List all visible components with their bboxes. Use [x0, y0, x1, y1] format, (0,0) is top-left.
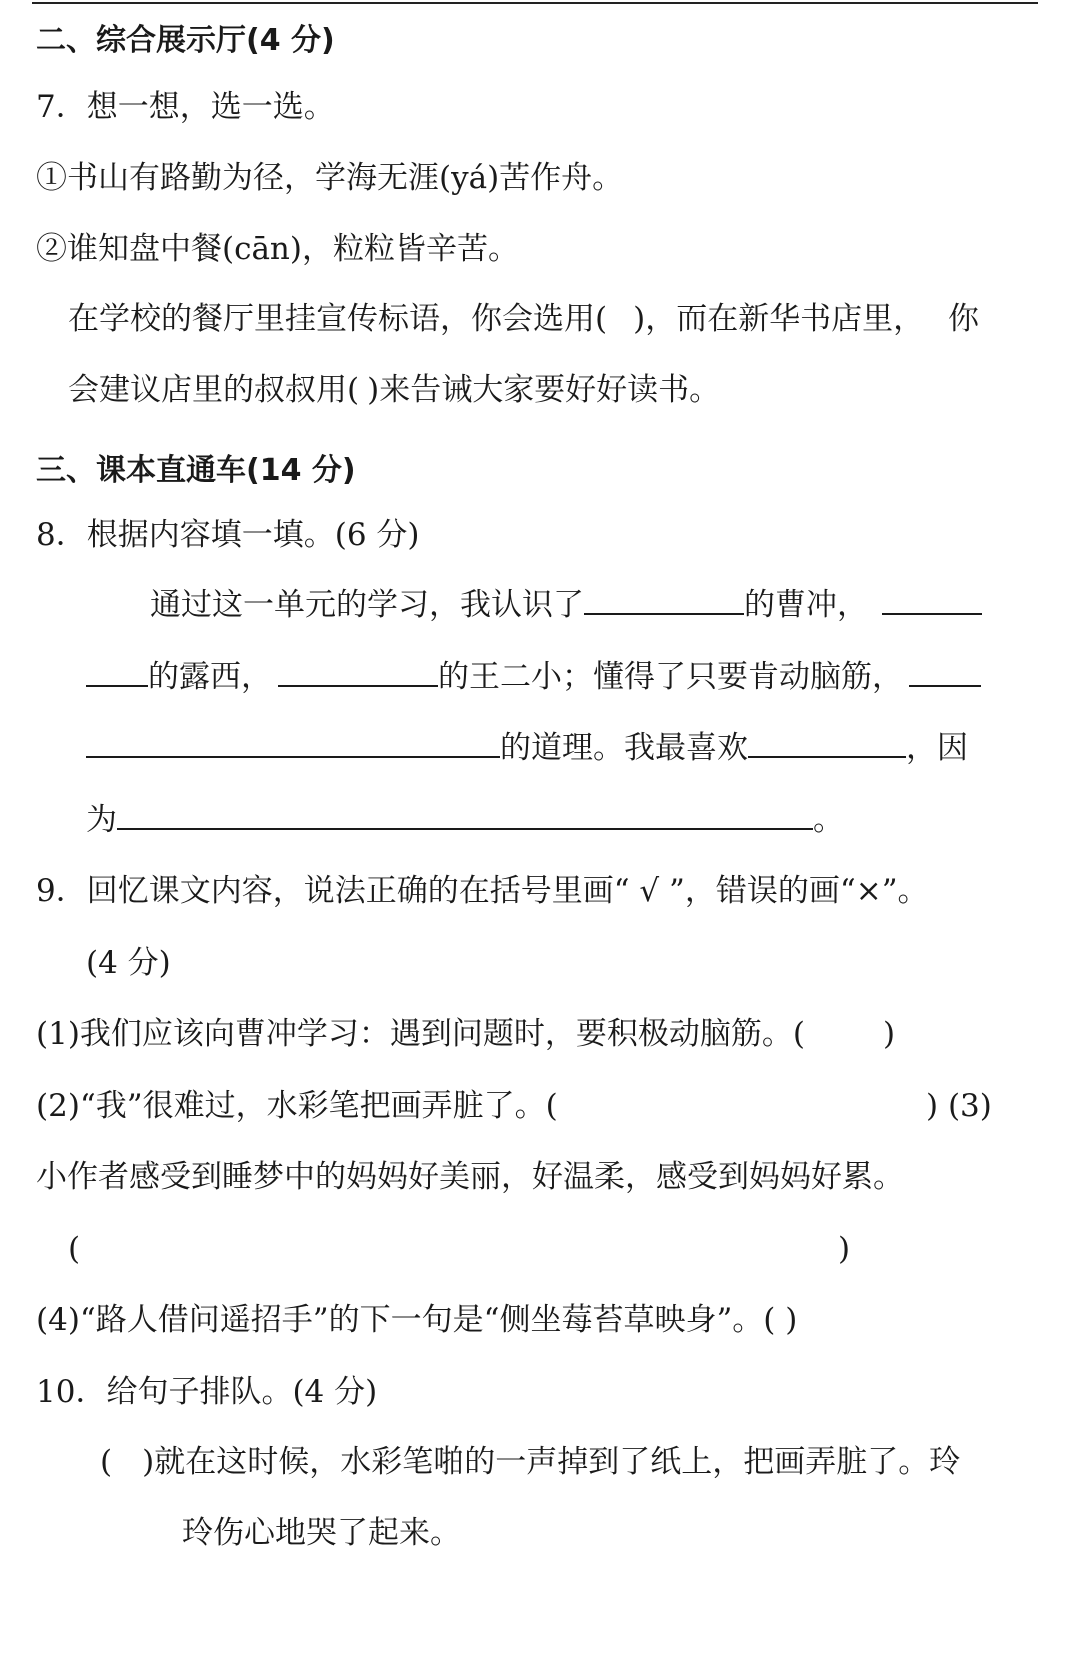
question-9-points: (4 分)	[86, 945, 171, 981]
question-8-text-4: 的王二小；懂得了只要肯动脑筋，	[438, 659, 903, 695]
section-2-title: 二、综合展示厅(4 分)	[36, 23, 335, 58]
question-10-open-paren: (	[100, 1444, 113, 1480]
question-7-option-2: ②谁知盘中餐(cān)，粒粒皆辛苦。	[36, 231, 519, 267]
question-7-line-1-text-b: )，而在新华书店里，	[633, 301, 925, 337]
question-7-line-1	[68, 301, 925, 337]
answer-blank-2b[interactable]	[86, 663, 148, 687]
question-10-sentence-1-cont: 玲伤心地哭了起来。	[182, 1515, 461, 1551]
question-9-item-4: (4)“路人借问遥招手”的下一句是“侧坐莓苔草映身”。( )	[36, 1302, 798, 1338]
question-7-line-2-text-a: 会建议店里的叔叔用(	[68, 372, 360, 408]
answer-blank-5[interactable]	[748, 734, 906, 758]
answer-blank-6[interactable]	[117, 806, 813, 830]
answer-blank-4b[interactable]	[86, 734, 500, 758]
question-9-item-3-close: )	[838, 1231, 851, 1267]
question-8-text-8: 。	[813, 802, 844, 838]
question-9-item-3-text: 小作者感受到睡梦中的妈妈好美丽，好温柔，感受到妈妈好累。	[36, 1159, 904, 1195]
question-7-line-1-tail: 你	[948, 301, 979, 337]
question-10-sentence-1	[100, 1444, 961, 1480]
question-9-item-3-open: (	[68, 1231, 81, 1267]
question-9-item-1-text: (1)我们应该向曹冲学习：遇到问题时，要积极动脑筋。(	[36, 1016, 806, 1052]
answer-blank-4a[interactable]	[909, 663, 981, 687]
question-8-text-7: 为	[86, 802, 117, 838]
question-7-stem: 7．想一想，选一选。	[36, 89, 335, 125]
question-7-line-2-text-b: )来告诫大家要好好读书。	[367, 372, 721, 408]
question-9-item-2-text: (2)“我”很难过，水彩笔把画弄脏了。(	[36, 1088, 558, 1124]
question-8-line-3	[86, 730, 968, 766]
question-7-line-2	[68, 372, 721, 408]
answer-blank-2a[interactable]	[882, 591, 982, 615]
question-10-stem: 10．给句子排队。(4 分)	[36, 1374, 378, 1410]
question-10-sentence-1-text: )就在这时候，水彩笔啪的一声掉到了纸上，把画弄脏了。玲	[142, 1444, 961, 1480]
answer-paren-9-3[interactable]	[70, 1230, 836, 1270]
question-9-item-1-close: )	[883, 1016, 896, 1052]
answer-blank-1[interactable]	[584, 591, 744, 615]
section-3-title: 三、课本直通车(14 分)	[36, 453, 356, 488]
question-9-item-2-close: ) (3)	[926, 1088, 992, 1124]
question-8-line-4	[86, 802, 844, 838]
question-9-item-1	[36, 1016, 896, 1052]
question-8-line-1	[150, 587, 982, 623]
question-8-stem: 8．根据内容填一填。(6 分)	[36, 517, 420, 553]
question-8-line-2	[86, 659, 981, 695]
question-8-text-5: 的道理。我最喜欢	[500, 730, 748, 766]
question-8-text-3: 的露西，	[148, 659, 272, 695]
question-8-text-6: ，因	[906, 730, 968, 766]
question-7-line-1-text-a: 在学校的餐厅里挂宣传标语，你会选用(	[68, 301, 608, 337]
question-8-text-2: 的曹冲，	[744, 587, 868, 623]
answer-blank-3[interactable]	[278, 663, 438, 687]
question-7-option-1: ①书山有路勤为径，学海无涯(yá)苦作舟。	[36, 160, 624, 196]
question-8-text-1: 通过这一单元的学习，我认识了	[150, 587, 584, 623]
top-rule	[32, 2, 1038, 4]
question-9-stem: 9．回忆课文内容，说法正确的在括号里画“ √ ”，错误的画“×”。	[36, 873, 929, 909]
question-9-item-2	[36, 1088, 558, 1124]
